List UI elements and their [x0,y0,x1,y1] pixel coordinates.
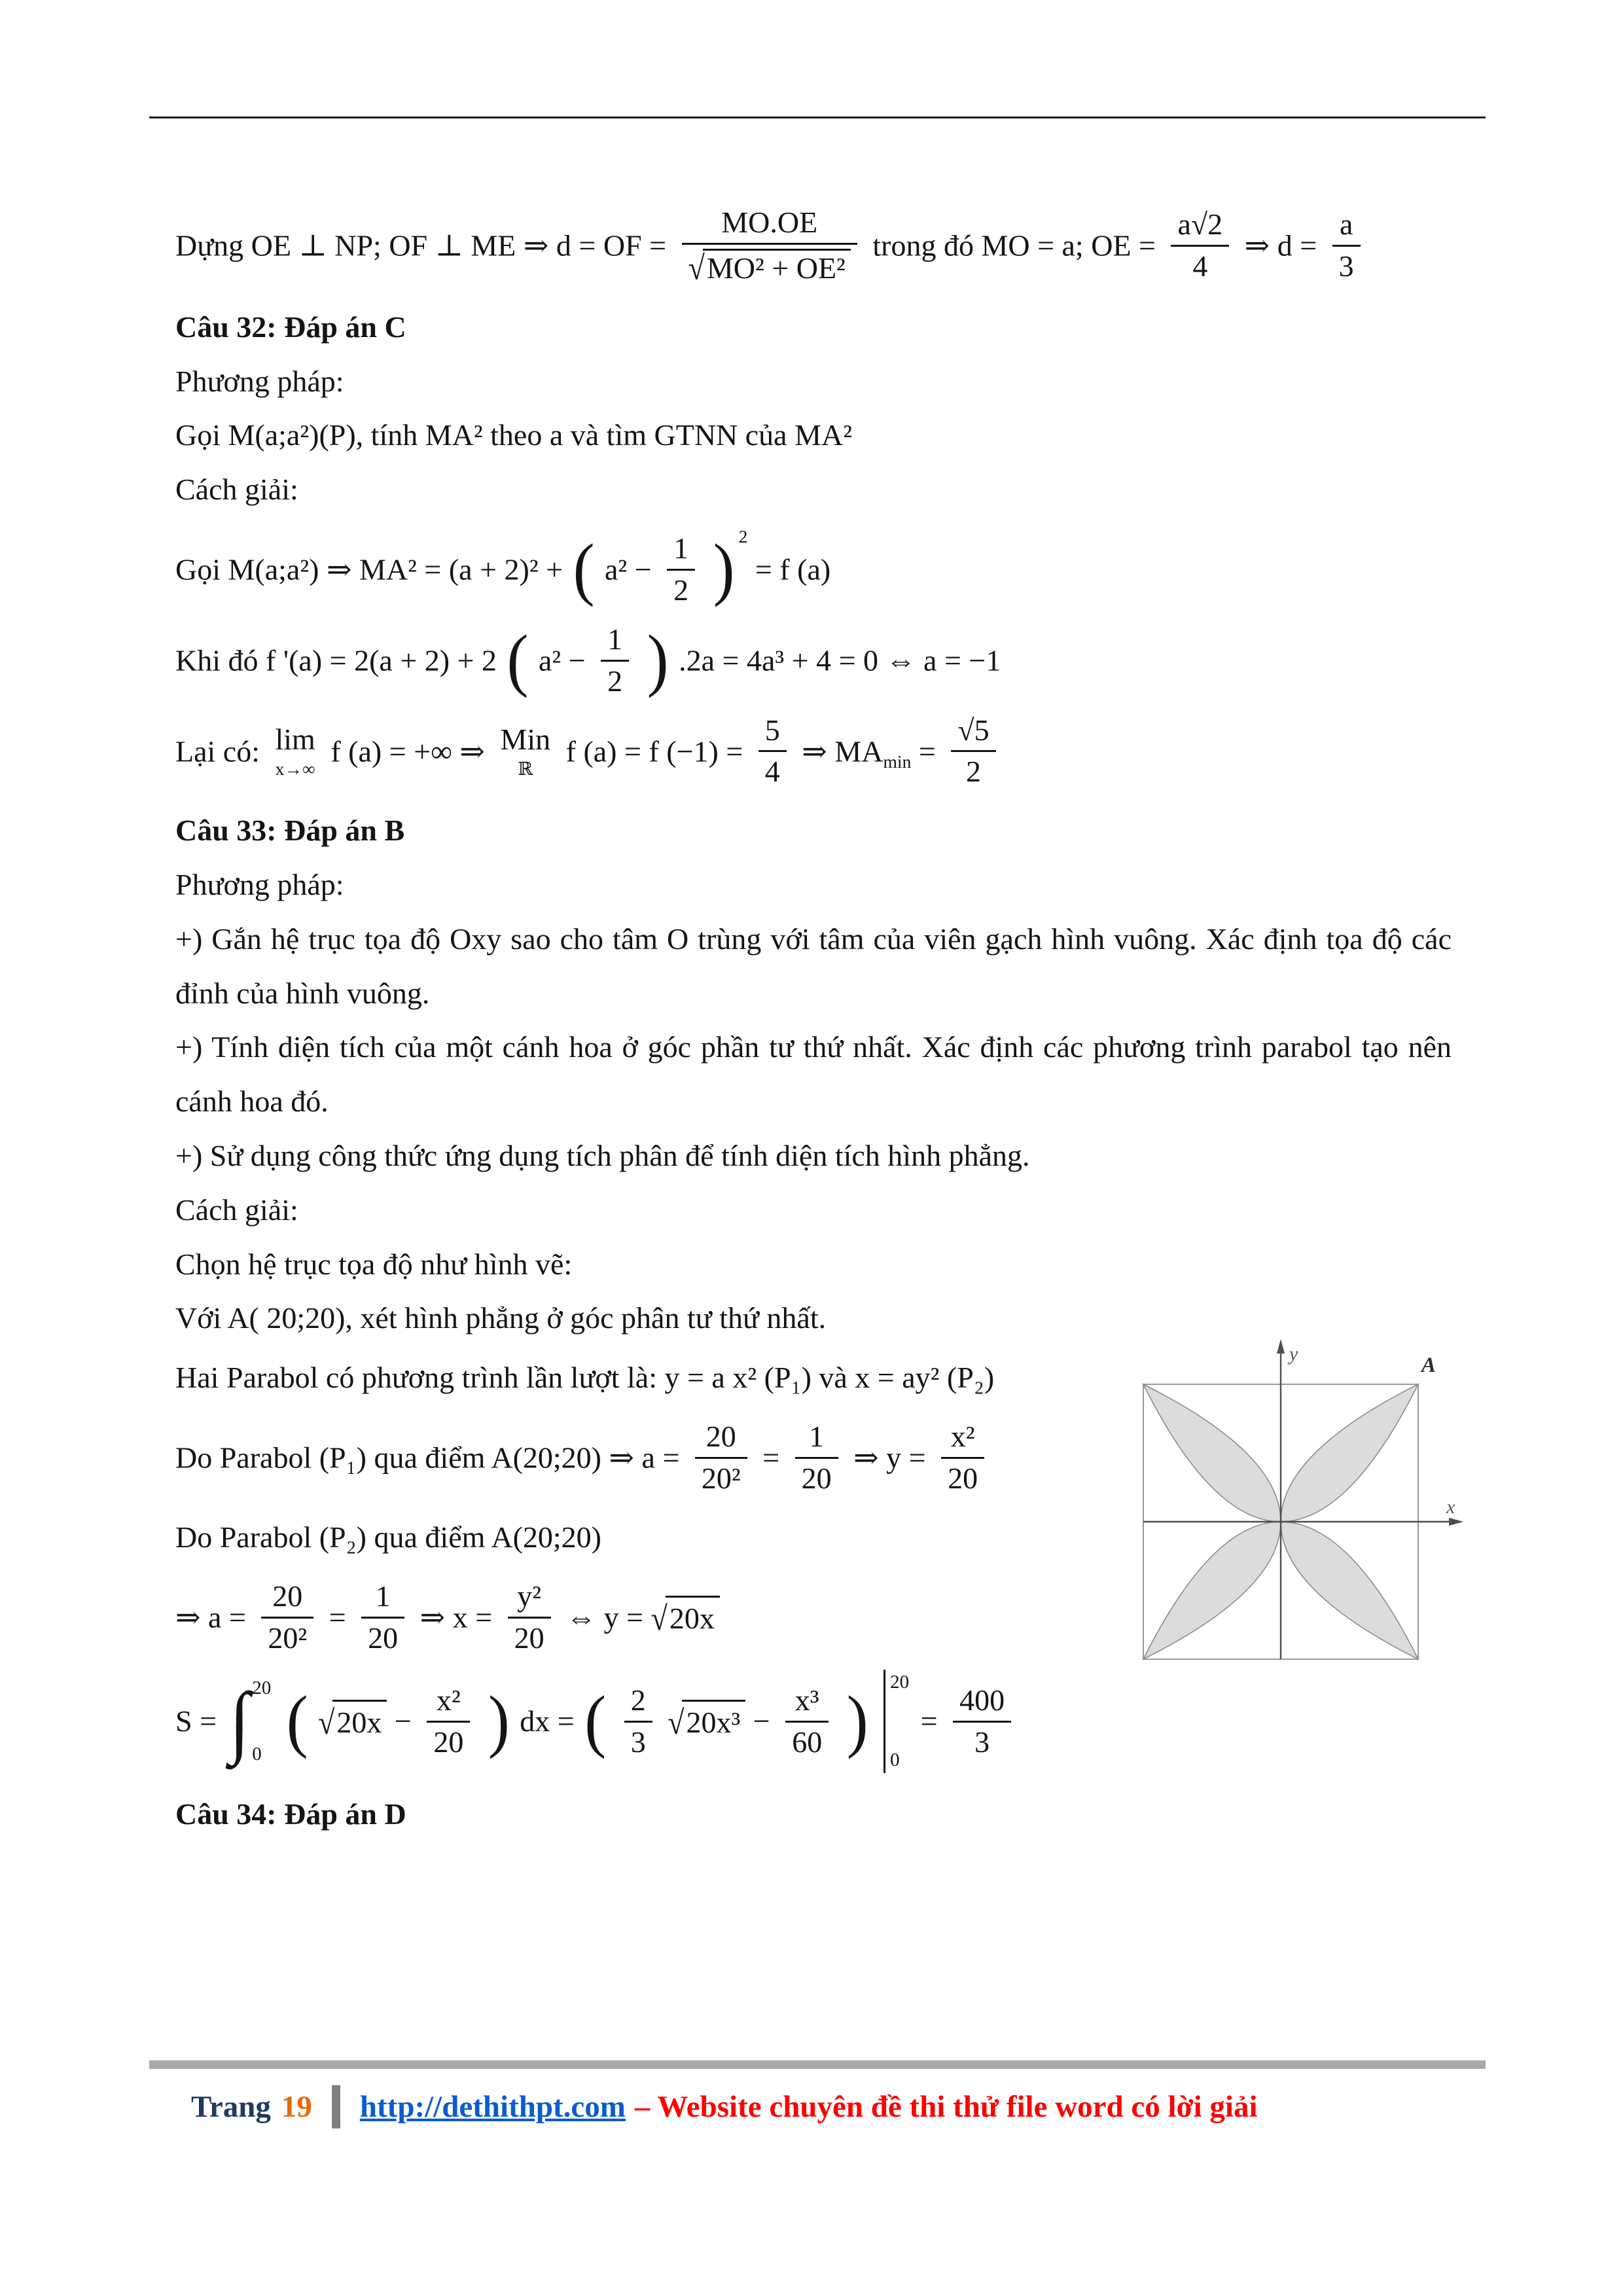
fraction-denominator: 20 [433,1725,464,1759]
fraction-numerator: 400 [953,1683,1011,1723]
left-paren: ( [573,530,595,608]
text-run: trong đó [872,228,974,262]
math-run: = [918,734,936,768]
petal-northeast [1281,1384,1418,1522]
fraction-numerator: 1 [795,1420,838,1459]
solution-label: Cách giải: [175,1193,298,1227]
fraction [941,1420,984,1496]
math-run: = [329,1600,346,1634]
radicand: 20x [666,1596,720,1639]
right-paren: ) [488,1682,510,1760]
fraction-numerator: 5 [758,713,787,753]
petal-southeast [1281,1522,1418,1659]
text-run: Dựng [175,228,244,262]
right-paren: ) [713,530,735,608]
fraction-numerator: 20 [261,1579,313,1619]
fraction-numerator: 1 [361,1579,404,1619]
fraction-denominator: 3 [1338,249,1354,283]
radical-icon: √ [688,249,705,287]
math-run: = f (a) [755,552,831,586]
method-bullet-1: +) Gắn hệ trục tọa độ Oxy sao cho tâm O trùng với tâm của viên gạch hình vuông. Xác định tọa độ các đỉnh của hình vuông. [175,922,1452,1010]
question-heading-33: Câu 33: Đáp án B [175,814,405,848]
footer-page-number: 19 [281,2090,312,2124]
fraction [261,1579,313,1656]
question-heading-32: Câu 32: Đáp án C [175,310,406,344]
fraction-numerator: x² [427,1683,470,1723]
fraction [508,1579,551,1656]
fraction [682,206,857,286]
with-point-a-text: Với A( 20;20), xét hình phẳng ở góc phân tư thứ nhất. [175,1301,827,1335]
min-word: Min [500,723,551,757]
text-run: Do Parabol (P₁) qua điểm A(20;20) ⇒ a = [175,1441,680,1475]
math-run: = [762,1441,780,1475]
footer-divider [332,2085,340,2128]
solution-label: Cách giải: [175,473,298,507]
footer-page-label: Trang [191,2090,271,2124]
method-bullet-2: +) Tính diện tích của một cánh hoa ở góc phần tư thứ nhất. Xác định các phương trình parabol tạo nên cánh hoa đó. [175,1030,1452,1119]
math-run: .2a = 4a³ + 4 = 0 ⇔ a = −1 [679,643,1001,677]
fraction [1171,207,1229,284]
minus-sign: − [753,1704,770,1738]
integral-icon: ∫ [229,1677,250,1767]
fraction [758,713,787,790]
left-paren: ( [286,1682,308,1760]
min-operator [500,725,550,778]
left-paren: ( [507,621,529,698]
math-run: ⇒ a = [175,1600,246,1634]
fraction-denominator: 2 [607,664,623,698]
footer-website-link[interactable]: http://dethithpt.com [359,2090,626,2124]
y-axis-arrow-icon [1277,1339,1285,1354]
q32-line-1 [175,526,1452,608]
method-label: Phương pháp: [175,364,344,398]
fraction [427,1683,470,1760]
square-root [668,1700,745,1743]
fraction-denominator: 4 [764,755,780,789]
fraction-denominator: 4 [1192,249,1208,283]
fraction-numerator: x² [941,1420,984,1459]
math-run: f (a) = +∞ ⇒ [330,734,485,768]
fraction-denominator: 20 [514,1621,544,1655]
point-a-label: A [1421,1354,1436,1377]
math-run: OE ⊥ NP; OF ⊥ ME ⇒ d = OF = [251,228,667,262]
fraction-denominator: 2 [965,755,981,789]
choose-axes-text: Chọn hệ trục tọa độ như hình vẽ: [175,1247,573,1281]
fraction [695,1420,747,1496]
math-run: ⇒ MA [802,734,883,768]
question-heading-34: Câu 34: Đáp án D [175,1797,406,1831]
fraction-numerator: y² [508,1579,551,1619]
fraction [795,1420,838,1496]
fraction-denominator: 2 [673,573,689,607]
evaluation-upper-limit: 20 [890,1672,910,1693]
fraction-numerator: √5 [951,713,995,753]
math-run: MO = a; OE = [981,228,1156,262]
minus-sign: − [394,1704,412,1738]
fraction-numerator: a [1332,207,1361,247]
fraction [601,622,629,699]
radical-icon: √ [318,1704,335,1742]
footer-tagline: – Website chuyên đề thi thử file word có lời giải [634,2090,1258,2124]
fraction-numerator: 1 [601,622,629,662]
flower-figure-svg [1120,1329,1474,1695]
right-paren: ) [647,621,669,698]
radicand: 20x [332,1700,387,1743]
math-run: Khi đó f '(a) = 2(a + 2) + 2 [175,643,497,677]
top-rule [149,117,1486,118]
parabola-equations-text: Hai Parabol có phương trình lần lượt là: y = a x² (P₁) và x = ay² (P₂) [175,1361,995,1395]
q32-line-3 [175,713,1452,790]
fraction-denominator: 60 [792,1725,823,1759]
fraction-denominator: 20 [948,1461,978,1495]
fraction-numerator: 20 [695,1420,747,1459]
y-axis-label: y [1289,1343,1298,1365]
left-paren: ( [584,1682,607,1760]
fraction-numerator: 2 [624,1683,652,1723]
math-run: a² − [538,643,586,677]
fraction [624,1683,652,1760]
fraction [953,1683,1011,1760]
radical-icon: √ [668,1704,685,1742]
radical-icon: √ [651,1599,668,1637]
math-run: S = [175,1704,217,1738]
radicand: MO² + OE² [703,249,851,286]
fraction [951,713,995,790]
fraction-denominator [682,245,857,286]
q31-final-line [175,206,1452,286]
fraction-numerator: x³ [785,1683,829,1723]
fraction [667,531,695,608]
fraction [361,1579,404,1656]
limit-word: lim [275,723,315,757]
fraction [1332,207,1361,284]
x-axis-label: x [1446,1496,1455,1518]
math-run: a² − [605,552,652,586]
method-text: Gọi M(a;a²)(P), tính MA² theo a và tìm GTNN của MA² [175,418,853,452]
min-subscript: ℝ [518,759,533,780]
math-run: ⇒ d = [1244,228,1317,262]
method-bullet-3: +) Sử dụng công thức ứng dụng tích phân để tính diện tích hình phẳng. [175,1139,1030,1173]
limit-operator [276,725,315,778]
square-root [688,249,851,286]
math-run: ⇒ y = [853,1441,926,1475]
math-run: f (a) = f (−1) = [565,734,743,768]
petal-northwest [1143,1384,1281,1522]
fraction-numerator: MO.OE [682,206,857,245]
fraction-denominator: 20 [368,1621,399,1655]
integral-lower-limit: 0 [252,1744,262,1765]
fraction-denominator: 20 [801,1461,832,1495]
right-paren: ) [846,1682,868,1760]
subscript: min [883,751,912,772]
x-axis-arrow-icon [1449,1518,1463,1526]
fraction-denominator: 20² [268,1621,308,1655]
integral-upper-limit: 20 [252,1677,272,1699]
math-run: ⇒ x = [419,1600,493,1634]
math-run: = [920,1704,938,1738]
flower-figure [1120,1329,1474,1695]
evaluation-lower-limit: 0 [890,1749,900,1771]
footer [191,2085,1258,2128]
math-run: ⇔ y = [566,1600,644,1634]
fraction-numerator: 1 [667,531,695,571]
fraction [785,1683,829,1760]
evaluation-bar [883,1670,909,1773]
exponent: 2 [738,526,748,547]
text-run: Lại có: [175,734,260,768]
fraction-denominator: 3 [974,1725,990,1759]
math-run: dx = [520,1704,575,1738]
fraction-denominator: 3 [630,1725,646,1759]
limit-subscript: x→∞ [275,759,315,780]
method-label: Phương pháp: [175,868,344,902]
footer-rule [149,2060,1486,2069]
q32-line-2 [175,622,1452,699]
math-run: Gọi M(a;a²) ⇒ MA² = (a + 2)² + [175,552,563,586]
radicand: 20x³ [682,1700,745,1743]
integral-limits [252,1676,271,1767]
petal-southwest [1143,1522,1281,1659]
square-root [651,1596,720,1639]
fraction-denominator: 20² [701,1461,741,1495]
fraction-numerator: a√2 [1171,207,1229,247]
integral [230,1676,272,1767]
square-root [318,1700,387,1743]
q33-parabola2-text: Do Parabol (P₂) qua điểm A(20;20) [175,1520,601,1554]
